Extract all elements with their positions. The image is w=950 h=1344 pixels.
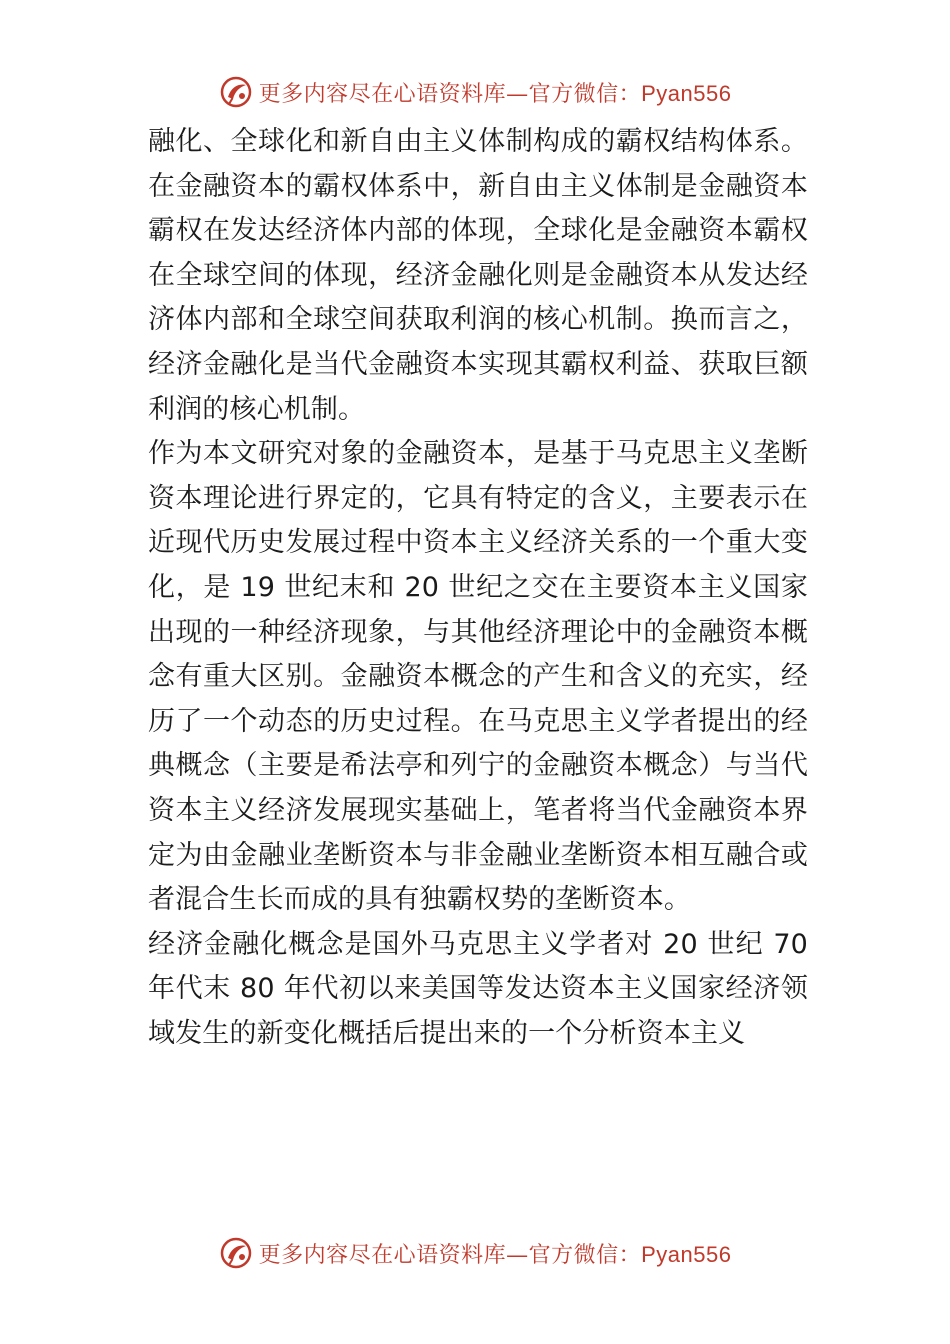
header-banner	[0, 72, 950, 112]
logo-icon	[219, 1236, 253, 1270]
wechat-id: Pyan556	[641, 1241, 732, 1267]
document-body	[148, 120, 808, 1056]
logo-icon	[219, 75, 253, 109]
banner-label: 更多内容尽在心语资料库—官方微信：	[258, 81, 642, 107]
banner-label: 更多内容尽在心语资料库—官方微信：	[258, 1242, 642, 1268]
banner-text	[259, 77, 732, 108]
paragraph-3: 经济金融化概念是国外马克思主义学者对 20 世纪 70 年代末 80 年代初以来美国等发达资本主义国家经济领域发生的新变化概括后提出来的一个分析资本主义	[148, 928, 808, 1049]
wechat-id: Pyan556	[641, 80, 732, 106]
paragraph-2: 作为本文研究对象的金融资本，是基于马克思主义垄断资本理论进行界定的，它具有特定的含义，主要表示在近现代历史发展过程中资本主义经济关系的一个重大变化，是 19 世纪末和 20 世纪之交在主要资本主义国家出现的一种经济现象，与其他经济理论中的金融资本概念有重大区别。金融资本概念的产生和含义的充实，经历了一个动态的历史过程。在马克思主义学者提出的经典概念（主要是希法亭和列宁的金融资本概念）与当代资本主义经济发展现实基础上，笔者将当代金融资本界定为由金融业垄断资本与非金融业垄断资本相互融合或者混合生长而成的具有独霸权势的垄断资本。	[148, 438, 808, 916]
paragraph-1: 融化、全球化和新自由主义体制构成的霸权结构体系。在金融资本的霸权体系中，新自由主义体制是金融资本霸权在发达经济体内部的体现，全球化是金融资本霸权在全球空间的体现，经济金融化则是金融资本从发达经济体内部和全球空间获取利润的核心机制。换而言之，经济金融化是当代金融资本实现其霸权利益、获取巨额利润的核心机制。	[148, 126, 808, 425]
banner-text	[259, 1238, 732, 1269]
footer-banner	[0, 1233, 950, 1273]
